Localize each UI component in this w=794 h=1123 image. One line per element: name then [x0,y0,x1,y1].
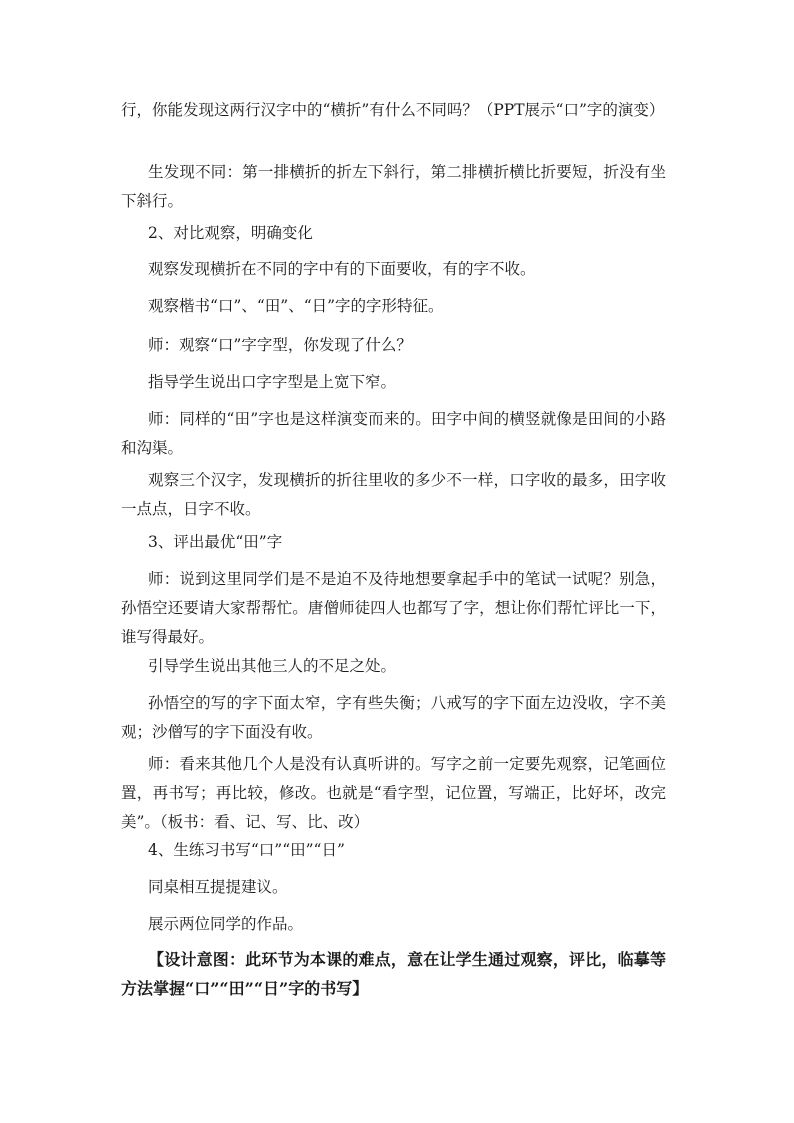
paragraph-desk-mates: 同桌相互提提建议。 [148,878,288,896]
section-heading-3: 3、评出最优“田”字 [148,533,283,551]
section-heading-2: 2、对比观察，明确变化 [148,224,313,242]
paragraph-observe-three: 观察三个汉字，发现横折的折往里收的多少不一样，口字收的最多，田字收一点点，日字不收。 [121,471,666,518]
paragraph-teacher-kou: 师：观察“口”字字型，你发现了什么？ [148,336,412,354]
paragraph-observe-hengzhe: 观察发现横折在不同的字中有的下面要收，有的字不收。 [148,260,536,278]
section-heading-4: 4、生练习书写“口”“田”“日” [148,841,345,859]
paragraph-ppt-question: 行，你能发现这两行汉字中的“横折”有什么不同吗？（PPT展示“口”字的演变） [121,101,665,119]
paragraph-teacher-summary: 师：看来其他几个人是没有认真听讲的。写字之前一定要先观察，记笔画位置，再书写；再比较，修改。也就是“看字型，记位置，写端正，比好坏，改完美”。（板书：看、记、写、比、改） [121,755,666,831]
paragraph-teacher-wukong: 师：说到这里同学们是不是迫不及待地想要拿起手中的笔试一试呢？别急，孙悟空还要请大家帮帮忙。唐僧师徒四人也都写了字，想让你们帮忙评比一下，谁写得最好。 [121,570,666,646]
paragraph-student-finding: 生发现不同：第一排横折的折左下斜行，第二排横折横比折要短，折没有坐下斜行。 [121,163,666,210]
design-intent-note: 【设计意图：此环节为本课的难点，意在让学生通过观察，评比，临摹等方法掌握“口”“田”“日”字的书写】 [121,950,666,998]
paragraph-observe-kaishu: 观察楷书“口”、“田”、“日”字的字形特征。 [148,297,444,315]
paragraph-evaluation: 孙悟空的写的字下面太窄，字有些失衡；八戒写的字下面左边没收，字不美观；沙僧写的字下面没有收。 [121,694,666,741]
paragraph-show-works: 展示两位同学的作品。 [148,915,304,933]
paragraph-guide-kou: 指导学生说出口字字型是上宽下窄。 [148,373,397,391]
paragraph-teacher-tian: 师：同样的“田”字也是这样演变而来的。田字中间的横竖就像是田间的小路和沟渠。 [121,410,666,457]
paragraph-guide-shortcomings: 引导学生说出其他三人的不足之处。 [148,657,397,675]
